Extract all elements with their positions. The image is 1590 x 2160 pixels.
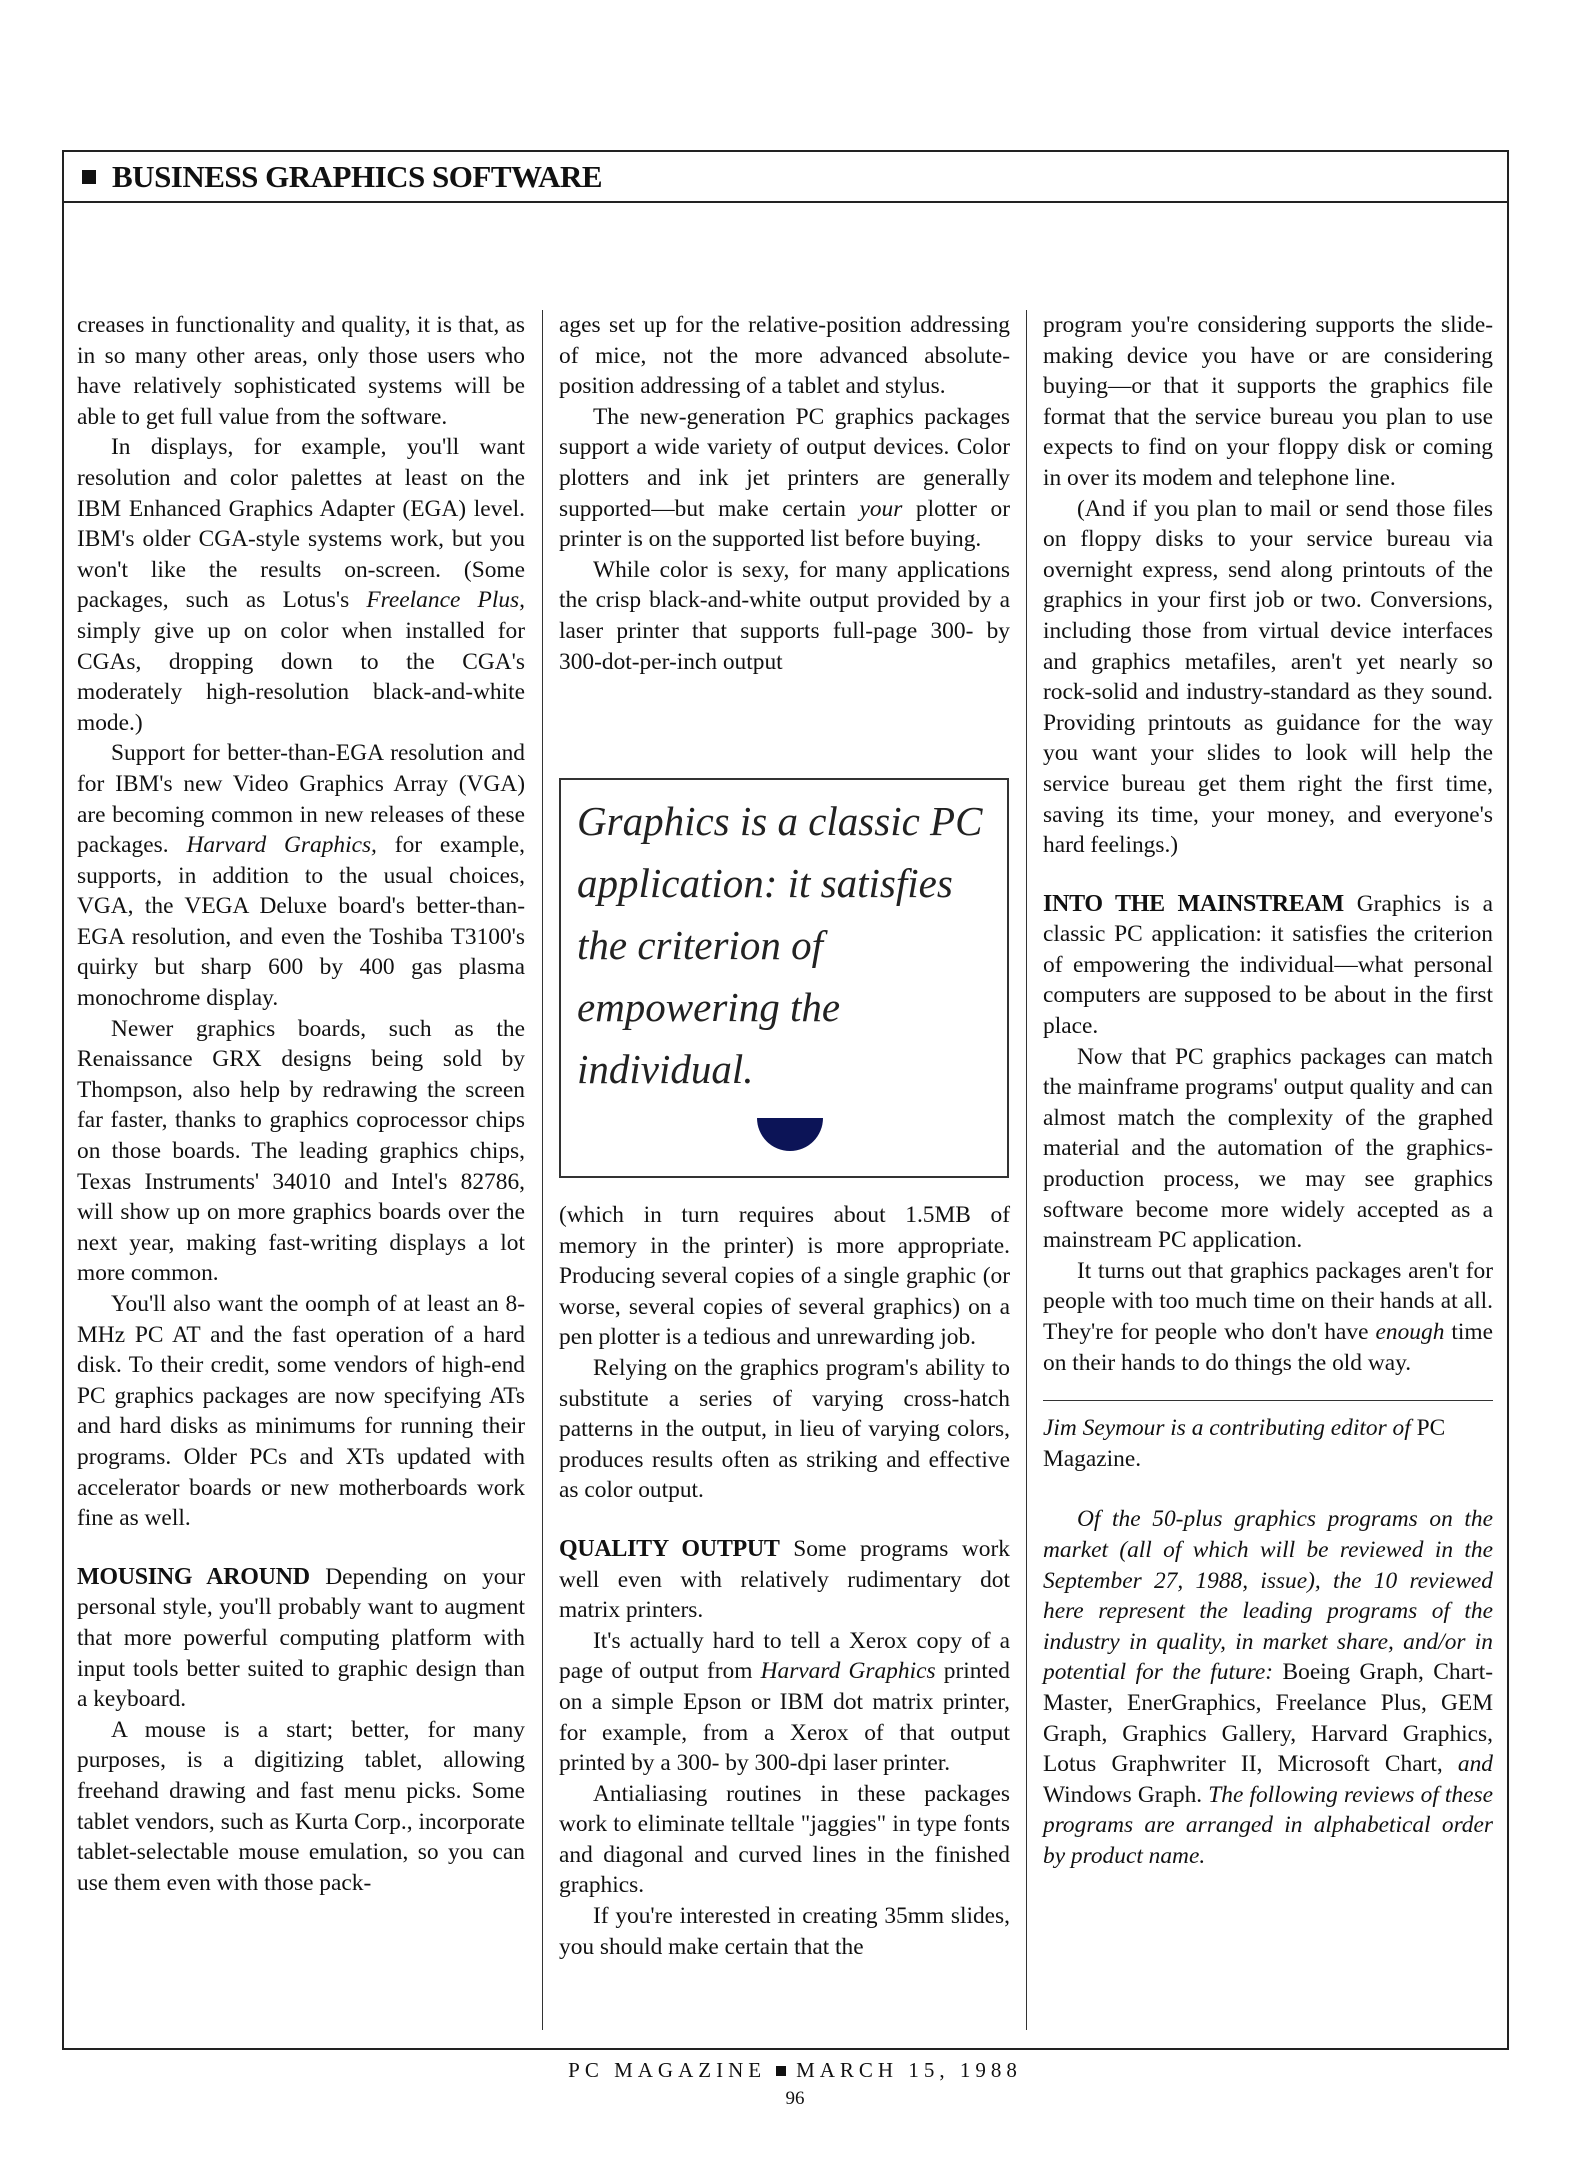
subhead-quality-output: QUALITY OUTPUT — [559, 1535, 780, 1562]
author-rule — [1043, 1400, 1493, 1401]
paragraph: (which in turn requires about 1.5MB of memory in the printer) is more appropriate. Producing several copies of a single graphic (or worse, several copies of several graphics) on a pen plotter is a tedious and unrewarding job. — [559, 1202, 1010, 1351]
review-intro: Of the 50-plus graphics programs on the market (all of which will be reviewed in the September 27, 1988, issue), the 10 reviewed here represent the leading programs of the industry in quality, in market share, and/or in potential for the future: Boeing Graph, Chart-Master, EnerGraphics, Freelance Plus, GEM Graph, Graphics Gallery, Harvard Graphics, Lotus Graphwriter II, Microsoft Chart, and Windows Graph. The following reviews of these programs are arranged in alphabetical order by product name. — [1043, 1506, 1494, 1869]
pull-quote-text: Graphics is a classic PC application: it satisfies the criterion of empowering the individual. — [577, 798, 983, 1092]
subhead-into-the-mainstream: INTO THE MAINSTREAM — [1043, 890, 1344, 917]
section-title: BUSINESS GRAPHICS SOFTWARE — [112, 158, 603, 194]
paragraph: Now that PC graphics packages can match the mainframe programs' output quality and can almost match the complexity of the graphed material and the automation of the graphics-production process, we may see graphics software become more widely accepted as a mainstream PC application. — [1043, 1043, 1493, 1254]
subhead-mousing-around: MOUSING AROUND — [77, 1563, 310, 1590]
column-2-top — [559, 310, 1010, 677]
section-header — [62, 150, 1509, 203]
footer-date: MARCH 15, 1988 — [796, 2058, 1022, 2082]
paragraph-subhead: INTO THE MAINSTREAM Graphics is a classic PC application: it satisfies the criterion of empowering the individual—what personal computers are supposed to be about in the first place. — [1043, 890, 1493, 1040]
paragraph: Relying on the graphics program's ability to substitute a series of varying cross-hatch patterns in the output, in lieu of varying colors, produces results often as striking and effective as color output. — [559, 1354, 1010, 1504]
footer-bullet — [776, 2066, 786, 2076]
paragraph: You'll also want the oomph of at least an 8-MHz PC AT and the fast operation of a hard disk. To their credit, some vendors of high-end PC graphics packages are now specifying ATs and hard disks as minimums for running their programs. Older PCs and XTs updated with accelerator boards or new motherboards work fine as well. — [77, 1291, 525, 1532]
paragraph: A mouse is a start; better, for many purposes, is a digitizing tablet, allowing freehand drawing and fast menu picks. Some tablet vendors, such as Kurta Corp., incorporate tablet-selectable mouse emulation, so you can use them even with those pack- — [77, 1716, 525, 1896]
page-number: 96 — [785, 2088, 805, 2109]
paragraph: If you're interested in creating 35mm slides, you should make certain that the — [559, 1903, 1010, 1960]
column-3 — [1043, 310, 1493, 1872]
paragraph: Newer graphics boards, such as the Renaissance GRX designs being sold by Thompson, also help by redrawing the screen far faster, thanks to graphics coprocessor chips on those boards. The leading graphics chips, Texas Instruments' 34010 and Intel's 82786, will show up on more graphics boards over the next year, making fast-writing displays a lot more common. — [77, 1015, 525, 1287]
header-bullet — [82, 170, 96, 184]
footer-magazine: PC MAGAZINE — [568, 2058, 767, 2082]
pull-quote-ornament — [757, 1118, 823, 1151]
paragraph: In displays, for example, you'll want resolution and color palettes at least on the IBM Enhanced Graphics Adapter (EGA) level. IBM's older CGA-style systems work, but you won't like the results on-screen. (Some packages, such as Lotus's Freelance Plus, simply give up on color when installed for CGAs, dropping down to the CGA's moderately high-resolution black-and-white mode.) — [77, 434, 525, 736]
column-rule-left — [542, 310, 543, 2030]
paragraph: (And if you plan to mail or send those files on floppy disks to your service bureau via overnight express, send along printouts of the graphics in your first job or two. Conversions, including those from virtual device interfaces and graphics metafiles, aren't yet nearly so rock-solid and industry-standard as they sound. Providing printouts as guidance for the way you want your slides to look will help the service bureau get them right the first time, saving its time, your money, and everyone's hard feelings.) — [1043, 495, 1493, 859]
paragraph: program you're considering supports the slide-making device you have or are considering buying—or that it supports the graphics file format that the service bureau you plan to use expects to find on your floppy disk or coming in over its modem and telephone line. — [1043, 312, 1493, 491]
author-bio: Jim Seymour is a contributing editor of PC Magazine. — [1043, 1415, 1446, 1472]
column-2-bottom — [559, 1200, 1010, 1962]
paragraph: Support for better-than-EGA resolution and for IBM's new Video Graphics Array (VGA) are becoming common in new releases of these packages. Harvard Graphics, for example, supports, in addition to the usual choices, VGA, the VEGA Deluxe board's better-than-EGA resolution, and even the Toshiba T3100's quirky but sharp 600 by 400 gas plasma monochrome display. — [77, 740, 525, 1012]
paragraph: It's actually hard to tell a Xerox copy of a page of output from Harvard Graphics printed on a simple Epson or IBM dot matrix printer, for example, from a Xerox of that output printed by a 300- by 300-dpi laser printer. — [559, 1627, 1010, 1777]
paragraph-subhead: MOUSING AROUND Depending on your personal style, you'll probably want to augment that more powerful computing platform with input tools better suited to graphic design than a keyboard. — [77, 1563, 525, 1713]
paragraph: The new-generation PC graphics packages support a wide variety of output devices. Color plotters and ink jet printers are generally supported—but make certain your plotter or printer is on the supported list before buying. — [559, 403, 1010, 553]
column-rule-right — [1026, 310, 1027, 2030]
paragraph: Antialiasing routines in these packages work to eliminate telltale "jaggies" in type fonts and diagonal and curved lines in the finished graphics. — [559, 1780, 1010, 1899]
page-footer — [0, 2058, 1590, 2083]
pull-quote — [559, 778, 1009, 1178]
paragraph: ages set up for the relative-position addressing of mice, not the more advanced absolute-position addressing of a tablet and stylus. — [559, 312, 1010, 400]
column-1 — [77, 310, 525, 1898]
paragraph: While color is sexy, for many applications the crisp black-and-white output provided by a laser printer that supports full-page 300- by 300-dot-per-inch output — [559, 556, 1010, 675]
paragraph-subhead: QUALITY OUTPUT Some programs work well even with relatively rudimentary dot matrix printers. — [559, 1535, 1010, 1624]
paragraph: creases in functionality and quality, it is that, as in so many other areas, only those users who have relatively sophisticated systems will be able to get full value from the software. — [77, 312, 525, 430]
paragraph: It turns out that graphics packages aren't for people with too much time on their hands at all. They're for people who don't have enough time on their hands to do things the old way. — [1043, 1257, 1494, 1376]
